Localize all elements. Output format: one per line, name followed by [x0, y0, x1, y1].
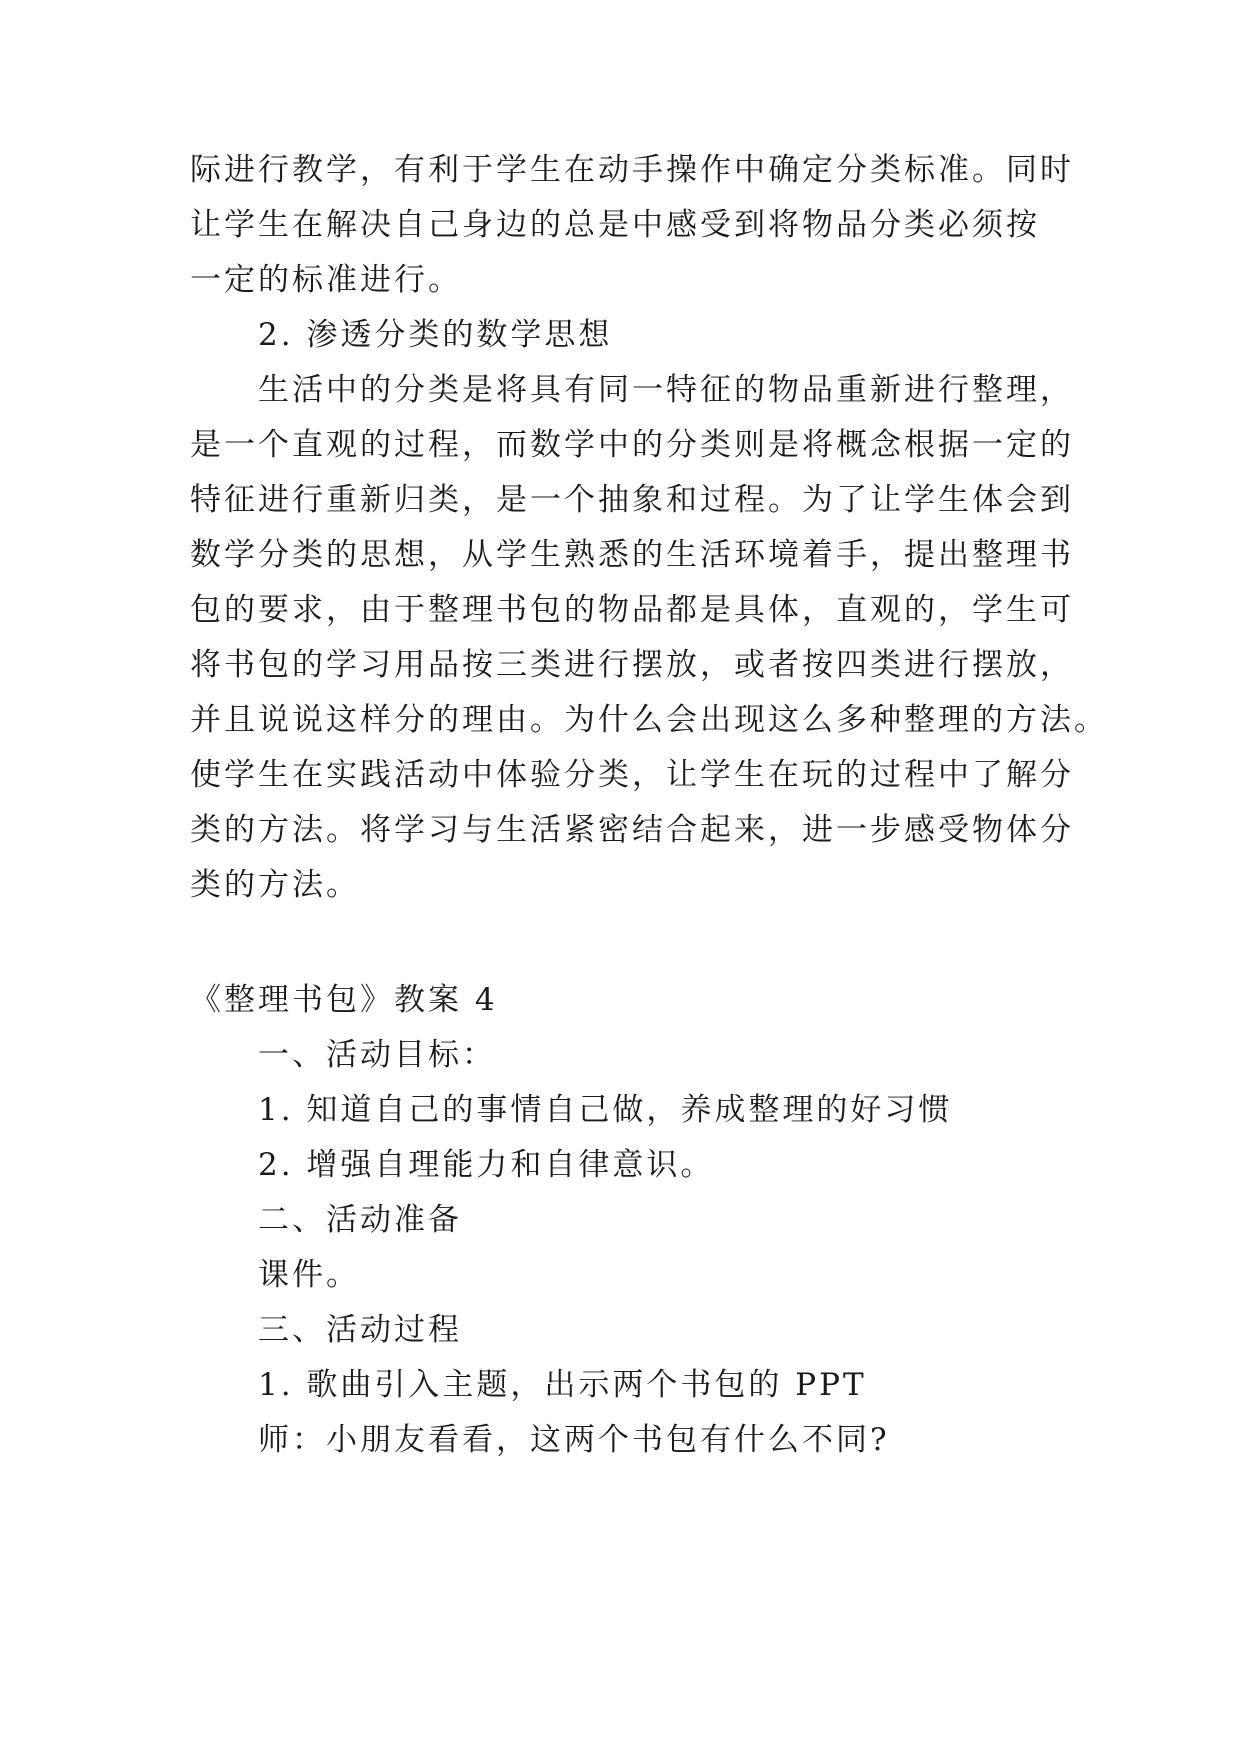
paragraph-line: 生活中的分类是将具有同一特征的物品重新进行整理，	[258, 372, 1074, 408]
lesson-title: 《整理书包》教案 4	[190, 982, 498, 1018]
list-item: 师：小朋友看看，这两个书包有什么不同?	[258, 1422, 890, 1458]
section-heading: 三、活动过程	[258, 1312, 462, 1348]
paragraph-line: 是一个直观的过程，而数学中的分类则是将概念根据一定的	[190, 427, 1074, 463]
list-item: 1. 歌曲引入主题，出示两个书包的 PPT	[258, 1367, 867, 1403]
paragraph-line: 类的方法。	[190, 867, 360, 903]
paragraph-line: 特征进行重新归类，是一个抽象和过程。为了让学生体会到	[190, 482, 1074, 518]
paragraph-line: 让学生在解决自己身边的总是中感受到将物品分类必须按	[190, 207, 1040, 243]
paragraph-line: 将书包的学习用品按三类进行摆放，或者按四类进行摆放，	[190, 647, 1074, 683]
section-heading: 二、活动准备	[258, 1202, 462, 1238]
subheading: 2. 渗透分类的数学思想	[258, 317, 613, 353]
paragraph-line: 数学分类的思想，从学生熟悉的生活环境着手，提出整理书	[190, 537, 1074, 573]
section-heading: 一、活动目标：	[258, 1037, 496, 1073]
paragraph-line: 并且说说这样分的理由。为什么会出现这么多种整理的方法。	[190, 702, 1108, 738]
list-item: 课件。	[258, 1257, 360, 1293]
paragraph-line: 一定的标准进行。	[190, 262, 462, 298]
list-item: 1. 知道自己的事情自己做，养成整理的好习惯	[258, 1092, 953, 1128]
list-item: 2. 增强自理能力和自律意识。	[258, 1147, 715, 1183]
paragraph-line: 类的方法。将学习与生活紧密结合起来，进一步感受物体分	[190, 812, 1074, 848]
paragraph-line: 包的要求，由于整理书包的物品都是具体，直观的，学生可	[190, 592, 1074, 628]
paragraph-line: 际进行教学，有利于学生在动手操作中确定分类标准。同时	[190, 152, 1074, 188]
paragraph-line: 使学生在实践活动中体验分类，让学生在玩的过程中了解分	[190, 757, 1074, 793]
